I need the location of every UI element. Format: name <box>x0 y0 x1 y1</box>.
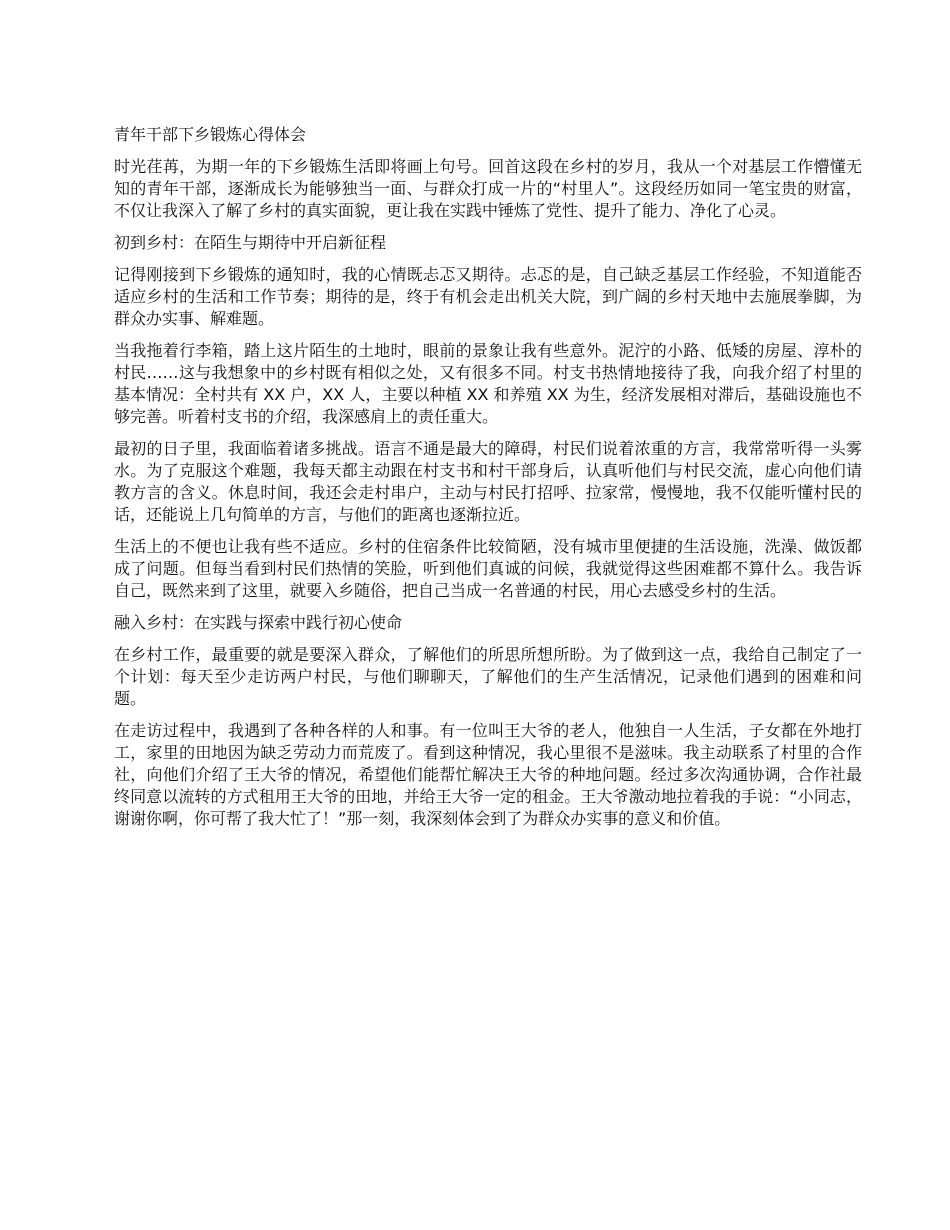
intro-paragraph: 时光荏苒，为期一年的下乡锻炼生活即将画上句号。回首这段在乡村的岁月，我从一个对基层工作懵懂无知的青年干部，逐渐成长为能够独当一面、与群众打成一片的“村里人”。这段经历如同一笔宝贵的财富，不仅让我深入了解了乡村的真实面貌，更让我在实践中锤炼了党性、提升了能力、净化了心灵。 <box>114 157 862 220</box>
paragraph: 当我拖着行李箱，踏上这片陌生的土地时，眼前的景象让我有些意外。泥泞的小路、低矮的房屋、淳朴的村民……这与我想象中的乡村既有相似之处，又有很多不同。村支书热情地接待了我，向我介绍了村里的基本情况：全村共有 XX 户，XX 人，主要以种植 XX 和养殖 XX 为生，经济发展相对滞后，基础设施也不够完善。听着村支书的介绍，我深感肩上的责任重大。 <box>114 341 862 426</box>
paragraph: 在乡村工作，最重要的就是要深入群众，了解他们的所思所想所盼。为了做到这一点，我给自己制定了一个计划：每天至少走访两户村民，与他们聊聊天，了解他们的生产生活情况，记录他们遇到的困难和问题。 <box>114 645 862 708</box>
section-heading-arrival: 初到乡村：在陌生与期待中开启新征程 <box>114 233 387 252</box>
paragraph: 最初的日子里，我面临着诸多挑战。语言不通是最大的障碍，村民们说着浓重的方言，我常常听得一头雾水。为了克服这个难题，我每天都主动跟在村支书和村干部身后，认真听他们与村民交流，虚心向他们请教方言的含义。休息时间，我还会走村串户，主动与村民打招呼、拉家常，慢慢地，我不仅能听懂村民的话，还能说上几句简单的方言，与他们的距离也逐渐拉近。 <box>114 439 862 524</box>
section-heading-integration: 融入乡村：在实践与探索中践行初心使命 <box>114 613 403 632</box>
paragraph: 在走访过程中，我遇到了各种各样的人和事。有一位叫王大爷的老人，他独自一人生活，子女都在外地打工，家里的田地因为缺乏劳动力而荒废了。看到这种情况，我心里很不是滋味。我主动联系了村里的合作社，向他们介绍了王大爷的情况，希望他们能帮忙解决王大爷的种地问题。经过多次沟通协调，合作社最终同意以流转的方式租用王大爷的田地，并给王大爷一定的租金。王大爷激动地拉着我的手说：“小同志，谢谢你啊，你可帮了我大忙了！”那一刻，我深刻体会到了为群众办实事的意义和价值。 <box>114 721 862 828</box>
document-title: 青年干部下乡锻炼心得体会 <box>114 125 307 144</box>
paragraph: 记得刚接到下乡锻炼的通知时，我的心情既忐忑又期待。忐忑的是，自己缺乏基层工作经验，不知道能否适应乡村的生活和工作节奏；期待的是，终于有机会走出机关大院，到广阔的乡村天地中去施展拳脚，为群众办实事、解难题。 <box>114 265 862 328</box>
paragraph: 生活上的不便也让我有些不适应。乡村的住宿条件比较简陋，没有城市里便捷的生活设施，洗澡、做饭都成了问题。但每当看到村民们热情的笑脸，听到他们真诚的问候，我就觉得这些困难都不算什么。我告诉自己，既然来到了这里，就要入乡随俗，把自己当成一名普通的村民，用心去感受乡村的生活。 <box>114 537 862 600</box>
document-page <box>114 124 862 840</box>
